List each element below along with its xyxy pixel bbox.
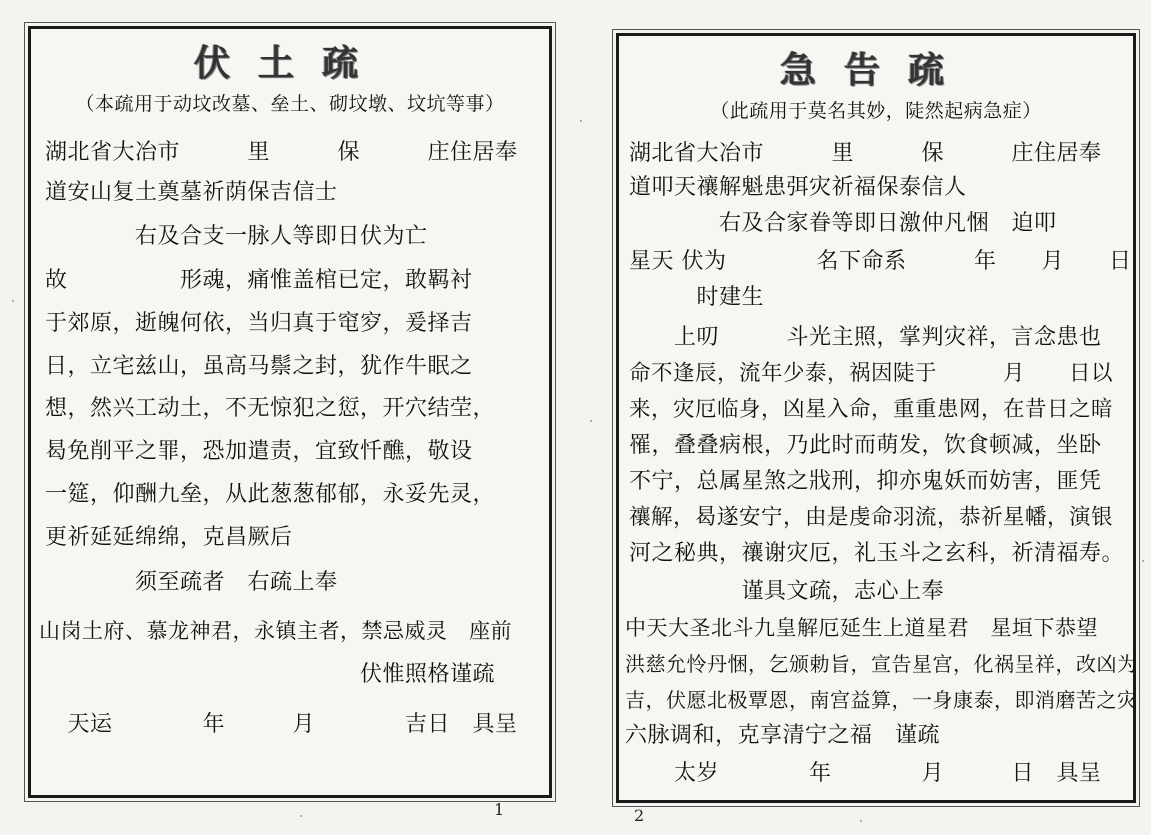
left-line: 伏惟照格谨疏	[45, 662, 496, 687]
left-title: 伏土疏	[193, 43, 386, 84]
right-page	[616, 33, 1136, 803]
right-line: 中天大圣北斗九皇解厄延生上道星君 星垣下恭望	[625, 616, 1098, 640]
right-line: 道叩天禳解魁患弭灾祈福保泰信人	[629, 175, 967, 200]
scan-speck	[12, 300, 14, 302]
left-line: 右及合支一脉人等即日伏为亡	[45, 224, 428, 249]
left-line: 道安山复土奠墓祈荫保吉信士	[45, 180, 338, 205]
right-line: 命不逢辰，流年少泰，祸因陡于 月 日以	[629, 361, 1114, 386]
scan-speck	[860, 820, 862, 822]
left-page-number: 1	[494, 800, 505, 819]
scan-speck	[300, 815, 302, 817]
right-line: 谨具文疏，志心上奉	[629, 579, 945, 604]
left-line: 湖北省大冶市 里 保 庄住居奉	[45, 140, 518, 165]
left-line: 须至疏者 右疏上奉	[45, 570, 338, 595]
left-line: 曷免削平之罪，恐加遣责，宜致忏醮，敬设	[45, 439, 473, 464]
left-line: 山岗土府、慕龙神君，永镇主者，禁忌威灵 座前	[39, 619, 512, 643]
right-line: 右及合家眷等即日激仲凡悃 迫叩	[629, 211, 1057, 236]
right-line: 不宁，总属星煞之戕刑，抑亦鬼妖而妨害，匪凭	[629, 469, 1102, 494]
right-line: 太岁 年 月 日 具呈	[629, 761, 1102, 786]
right-line: 湖北省大冶市 里 保 庄住居奉	[629, 141, 1102, 166]
left-line: 故 形魂，痛惟盖棺已定，敢羁衬	[45, 268, 473, 293]
right-line: 禳解，曷遂安宁，由是虔命羽流，恭祈星幡，演银	[629, 505, 1114, 530]
right-line: 时建生	[629, 285, 765, 310]
right-line: 来，灾厄临身，凶星入命，重重患网，在昔日之暗	[629, 397, 1114, 422]
left-page	[28, 26, 552, 798]
right-subtitle: （此疏用于莫名其妙，陡然起病急症）	[710, 100, 1042, 122]
right-line: 星天 伏为 名下命系 年 月 日	[629, 249, 1132, 274]
scan-speck	[580, 120, 582, 122]
right-page-number: 2	[634, 806, 645, 825]
scan-speck	[1142, 560, 1144, 562]
left-line: 于郊原，逝魄何依，当归真于窀穸，爰择吉	[45, 311, 473, 336]
right-line: 河之秘典，禳谢灾厄，礼玉斗之玄科，祈清福寿。	[629, 541, 1125, 566]
left-line: 天运 年 月 吉日 具呈	[45, 712, 518, 737]
right-line: 吉，伏愿北极覃恩，南宫益算，一身康泰，即消磨苦之灾	[625, 688, 1138, 712]
left-line: 日，立宅兹山，虽高马鬃之封，犹作牛眠之	[45, 354, 473, 379]
right-line: 洪慈允怜丹悃，乞颁勅旨，宣告星宫，化祸呈祥，改凶为	[625, 652, 1138, 676]
left-line: 想，然兴工动土，不无惊犯之愆，开穴结茔，	[45, 396, 496, 421]
right-title: 急告疏	[779, 50, 972, 91]
right-line: 上叨 斗光主照，掌判灾祥，言念患也	[629, 325, 1102, 350]
left-subtitle: （本疏用于动坟改墓、垒土、砌坟墩、坟坑等事）	[75, 93, 505, 115]
scan-speck	[590, 420, 592, 422]
right-line: 六脉调和，克享清宁之福 谨疏	[625, 723, 941, 748]
left-line: 更祈延延绵绵，克昌厥后	[45, 525, 293, 550]
right-line: 罹，叠叠病根，乃此时而萌发，饮食顿减，坐卧	[629, 433, 1102, 458]
left-line: 一筵，仰酬九垒，从此葱葱郁郁，永妥先灵，	[45, 482, 496, 507]
